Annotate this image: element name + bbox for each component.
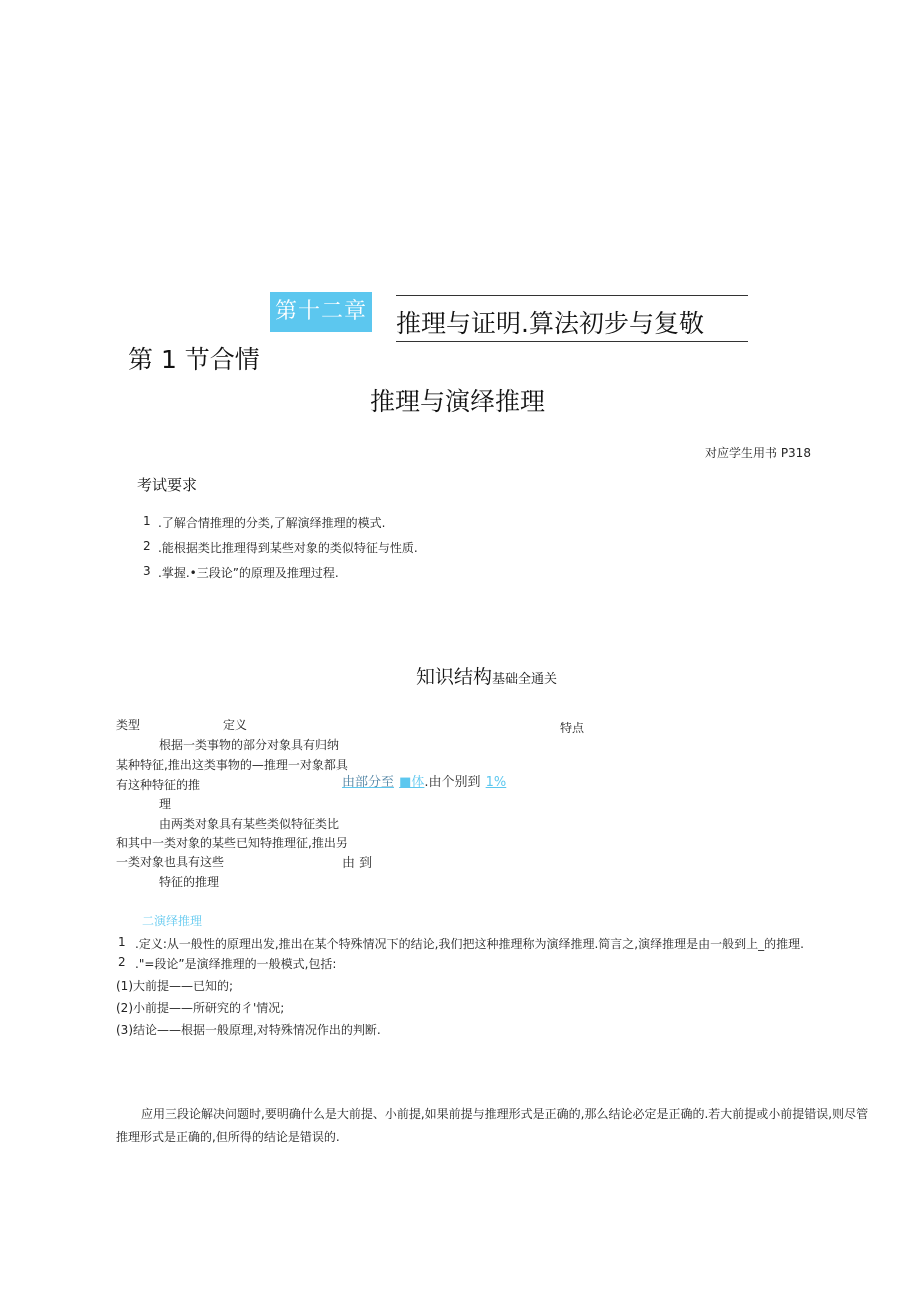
deductive-heading: 二演绎推理 xyxy=(142,914,203,928)
table-row-2-characteristic xyxy=(342,852,373,871)
deductive-sub-item: (2)小前提——所研究的彳'情况; xyxy=(116,1001,285,1015)
deductive-item-number: 2 xyxy=(118,955,126,969)
knowledge-title xyxy=(416,662,557,689)
knowledge-subtitle: 基础全通关 xyxy=(492,672,558,687)
requirements-heading: 考试要求 xyxy=(137,476,198,494)
deductive-item-text: .定义:从一般性的原理出发,推出在某个特殊情况下的结论,我们把这种推理称为演绎推理.简言之,演绎推理是由一般到上_的推理. xyxy=(135,937,804,951)
table-row-2-line-3: 一类对象也具有这些 xyxy=(116,855,225,869)
requirement-number: 1 xyxy=(143,514,151,528)
chapter-title: 推理与证明.算法初步与复敬 xyxy=(396,309,704,338)
table-row-1-line-3: 有这种特征的推 xyxy=(116,778,201,792)
section-title: 推理与演绎推理 xyxy=(370,387,546,416)
chapter-top-rule xyxy=(396,295,748,296)
knowledge-title-main: 知识结构 xyxy=(416,666,493,688)
note-line-2: 推理形式是正确的,但所得的结论是错误的. xyxy=(116,1130,340,1144)
table-row-1-characteristic xyxy=(342,771,506,790)
deductive-sub-item: (1)大前提——已知的; xyxy=(116,979,234,993)
deductive-item-text: ."=段论”是演绎推理的一般模式,包括: xyxy=(135,957,337,971)
requirement-number: 3 xyxy=(143,564,151,578)
table-header-characteristic: 特点 xyxy=(560,721,585,735)
char-part-4: 1% xyxy=(485,775,507,790)
chapter-tag: 第十二章 xyxy=(270,292,372,332)
table-row-1-line-2: 某种特征,推出这类事物的—推理一对象都具 xyxy=(116,758,348,772)
requirement-text: .了解合情推理的分类,了解演绎推理的模式. xyxy=(158,516,386,530)
char-part-1: 由 到 xyxy=(342,856,373,871)
note-line-1: 应用三段论解决问题时,要明确什么是大前提、小前提,如果前提与推理形式是正确的,那么结论必定是正确的.若大前提或小前提错误,则尽管 xyxy=(141,1107,869,1121)
table-header-type: 类型 xyxy=(116,718,141,732)
section-label: 第 1 节合情 xyxy=(128,345,260,374)
table-row-2-line-4: 特征的推理 xyxy=(159,875,220,889)
table-header-definition: 定义 xyxy=(223,718,248,732)
table-row-2-line-2: 和其中一类对象的某些已知特推理征,推出另 xyxy=(116,836,348,850)
requirement-text: .能根据类比推理得到某些对象的类似特征与性质. xyxy=(158,541,418,555)
table-row-1-line-4: 理 xyxy=(159,797,172,811)
char-part-3: .由个别到 xyxy=(424,775,481,790)
table-row-1-line-1: 根据一类事物的部分对象具有归纳 xyxy=(159,738,340,752)
requirement-text: .掌握.•三段论”的原理及推理过程. xyxy=(158,566,339,580)
char-part-1: 由部分至 xyxy=(342,775,395,790)
page-reference: 对应学生用书 P318 xyxy=(705,446,811,460)
chapter-bottom-rule xyxy=(396,341,748,342)
table-row-2-line-1: 由两类对象具有某些类似特征类比 xyxy=(159,817,340,831)
char-part-2: ■体 xyxy=(399,775,425,790)
deductive-item-number: 1 xyxy=(118,935,126,949)
deductive-sub-item: (3)结论——根据一般原理,对特殊情况作出的判断. xyxy=(116,1023,381,1037)
requirement-number: 2 xyxy=(143,539,151,553)
